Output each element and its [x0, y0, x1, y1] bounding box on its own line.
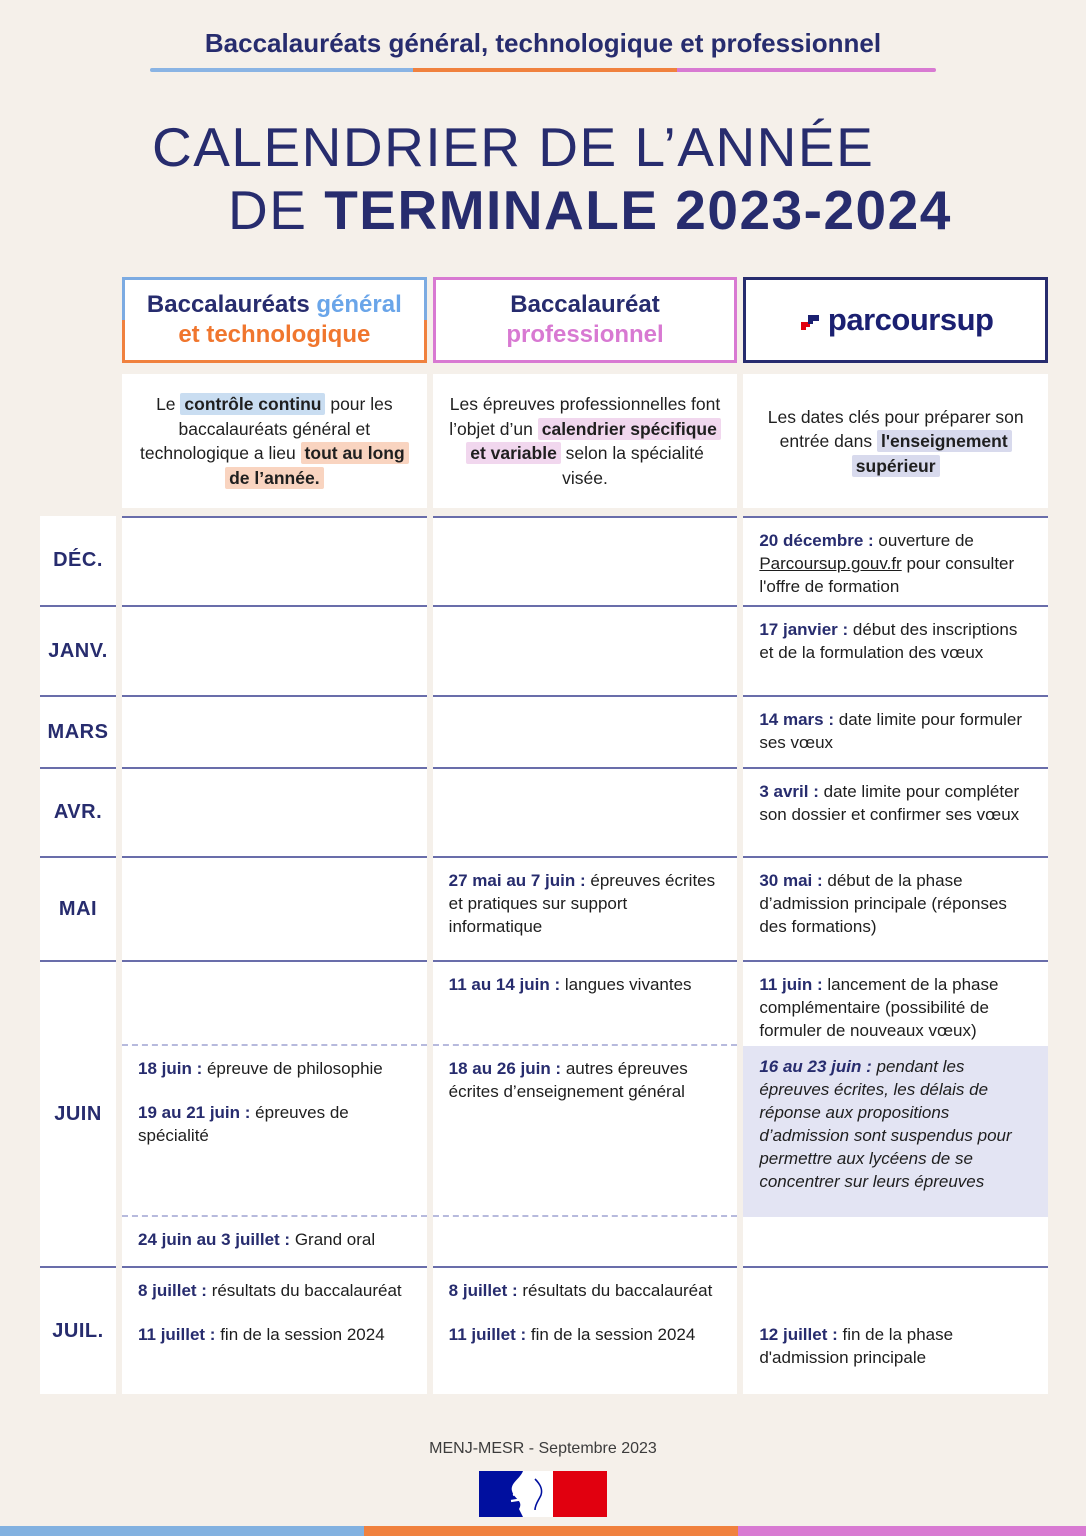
title-line2-bold: TERMINALE 2023-2024 — [324, 178, 952, 241]
event-juil-fin-admission — [743, 1268, 1048, 1370]
event-text: résultats du baccalauréat — [206, 1281, 402, 1301]
title-line1: CALENDRIER DE L’ANNÉE — [152, 116, 875, 178]
month-label-janv: JANV. — [40, 605, 116, 695]
intro-psup-p1: Les dates clés pour préparer son entrée dans — [767, 406, 1024, 452]
row-mai — [40, 856, 1048, 960]
event-text: épreuves écrites et pratiques sur support informatique — [448, 871, 716, 937]
bottom-tri-color-bar — [0, 1526, 1086, 1536]
cell-janv-pro-empty — [433, 605, 738, 695]
column-header-bac-general-techno — [122, 277, 427, 363]
header-bgt-line1 — [147, 290, 402, 320]
column-header-parcoursup — [743, 277, 1048, 363]
juin-bgt-sub3 — [122, 1217, 427, 1266]
juin-psup-sub1 — [743, 962, 1048, 1046]
event-text: fin de la session 2024 — [526, 1325, 696, 1345]
event-juin-specialite — [122, 1090, 427, 1148]
event-date: 12 juillet : — [759, 1325, 838, 1345]
month-label-avr: AVR. — [40, 767, 116, 856]
header-bgt-word2: général — [316, 291, 402, 319]
intro-psup-text — [753, 405, 1038, 479]
juin-psup-suspension-note — [743, 1046, 1048, 1217]
event-date: 8 juillet : — [448, 1281, 518, 1301]
event-dec-parcoursup — [743, 518, 1048, 599]
event-juin-langues — [433, 962, 738, 997]
marianne-flag-logo — [479, 1471, 607, 1517]
event-text: épreuve de philosophie — [202, 1059, 383, 1079]
event-mai-pro — [433, 858, 738, 939]
cell-mars-bgt-empty — [122, 695, 427, 767]
bottom-bar-pink-segment — [738, 1526, 1086, 1536]
row-janvier — [40, 605, 1048, 695]
cell-janv-parcoursup — [743, 605, 1048, 695]
intro-pro-p1: Les épreuves professionnelles font l’objet d’un — [449, 394, 721, 439]
juin-bgt-sub1-empty — [122, 962, 427, 1046]
header-bgt-word1: Baccalauréats — [146, 291, 317, 319]
row-decembre — [40, 516, 1048, 605]
month-label-dec: DÉC. — [40, 516, 116, 605]
intro-bgt-highlight1: contrôle continu — [180, 393, 325, 415]
divider-orange-segment — [413, 68, 676, 72]
juin-psup-sub3-empty — [743, 1217, 1048, 1266]
page-title — [152, 116, 1086, 241]
event-juin-phase-complementaire — [743, 962, 1048, 1043]
bottom-bar-blue-segment — [0, 1526, 364, 1536]
cell-avr-pro-empty — [433, 767, 738, 856]
cell-dec-parcoursup — [743, 516, 1048, 605]
header-bgt-line2: et technologique — [178, 321, 371, 349]
intro-bgt-p2: pour les baccalauréats général et technologique a lieu — [140, 394, 393, 464]
event-text: ouverture de — [873, 531, 974, 551]
juin-pro-sub3-empty — [433, 1217, 738, 1266]
label-column-spacer — [40, 277, 116, 363]
cell-juin-bgt — [122, 960, 427, 1266]
event-mars-parcoursup — [743, 697, 1048, 755]
event-juin-autres-epreuves — [433, 1046, 738, 1104]
intro-pro-p2: selon la spécialité visée. — [560, 443, 704, 488]
event-date: 18 juin : — [138, 1059, 203, 1079]
event-date: 30 mai : — [759, 871, 823, 891]
event-text: date limite pour formuler ses vœux — [759, 710, 1023, 753]
calendar-table — [40, 277, 1048, 1394]
cell-mars-parcoursup — [743, 695, 1048, 767]
cell-mai-bgt-empty — [122, 856, 427, 960]
intro-bac-professionnel — [433, 374, 738, 508]
row-mars — [40, 695, 1048, 767]
event-text: langues vivantes — [560, 975, 692, 995]
event-date: 11 juin : — [759, 975, 823, 995]
row-juin — [40, 960, 1048, 1266]
row-juillet — [40, 1266, 1048, 1394]
event-juil-fin-session-pro — [433, 1312, 738, 1347]
eyebrow-title: Baccalauréats général, technologique et professionnel — [204, 28, 882, 58]
cell-juin-pro — [433, 960, 738, 1266]
event-date: 17 janvier : — [759, 620, 849, 640]
cell-juil-parcoursup — [743, 1266, 1048, 1394]
intro-pro-highlight1: calendrier spécifique et variable — [466, 418, 721, 465]
juin-bgt-sub2 — [122, 1046, 427, 1217]
event-juin-philosophie — [122, 1046, 427, 1081]
intro-row — [40, 374, 1048, 508]
event-date: 20 décembre : — [759, 531, 874, 551]
divider-blue-segment — [150, 68, 413, 72]
column-header-bac-professionnel — [433, 277, 738, 363]
month-rows — [40, 516, 1048, 1394]
parcoursup-logo — [798, 301, 994, 340]
intro-bgt-p1: Le — [156, 394, 181, 415]
cell-avr-bgt-empty — [122, 767, 427, 856]
cell-mai-parcoursup — [743, 856, 1048, 960]
month-label-mai: MAI — [40, 856, 116, 960]
juin-pro-sub2 — [433, 1046, 738, 1217]
cell-juil-bgt — [122, 1266, 427, 1394]
header-pro-line2: professionnel — [506, 321, 664, 349]
bottom-bar-orange-segment — [364, 1526, 739, 1536]
intro-bgt-highlight2: tout au long de l’année. — [225, 442, 409, 489]
intro-bgt-text — [132, 392, 417, 490]
header-pro-line1: Baccalauréat — [510, 291, 660, 319]
event-text: fin de la phase d'admission principale — [759, 1325, 954, 1368]
intro-parcoursup — [743, 374, 1048, 508]
title-line2 — [152, 179, 1086, 242]
intro-psup-highlight1: l'enseignement supérieur — [852, 430, 1012, 477]
month-label-juil: JUIL. — [40, 1266, 116, 1394]
cell-mars-pro-empty — [433, 695, 738, 767]
event-date: 11 juillet : — [138, 1325, 216, 1345]
event-date: 3 avril : — [759, 782, 819, 802]
cell-dec-pro-empty — [433, 516, 738, 605]
title-line2-prefix: DE — [228, 178, 325, 241]
event-juil-resultats-bgt — [122, 1268, 427, 1303]
month-label-juin: JUIN — [40, 960, 116, 1266]
event-text: début des inscriptions et de la formulation des vœux — [759, 620, 1018, 663]
event-mai-parcoursup — [743, 858, 1048, 939]
cell-juin-parcoursup — [743, 960, 1048, 1266]
event-text: épreuves de spécialité — [138, 1103, 349, 1146]
event-text: fin de la session 2024 — [215, 1325, 385, 1345]
parcoursup-url-link[interactable]: Parcoursup.gouv.fr — [759, 554, 902, 574]
cell-avr-parcoursup — [743, 767, 1048, 856]
parcoursup-logo-text: parcoursup — [827, 302, 994, 337]
juin-pro-sub1 — [433, 962, 738, 1046]
parcoursup-arrow-icon — [798, 307, 826, 333]
cell-mai-pro — [433, 856, 738, 960]
event-text: pendant les épreuves écrites, les délais de réponse aux propositions d’admission sont suspendus pour permettre aux lycéens de se concentrer sur leurs épreuves — [759, 1057, 1012, 1192]
cell-juil-pro — [433, 1266, 738, 1394]
intro-bac-general-techno — [122, 374, 427, 508]
event-date: 14 mars : — [759, 710, 835, 730]
cell-dec-bgt-empty — [122, 516, 427, 605]
divider-pink-segment — [677, 68, 936, 72]
event-text: Grand oral — [290, 1230, 376, 1250]
event-text: lancement de la phase complémentaire (possibilité de formuler de nouveaux vœux) — [759, 975, 999, 1041]
intro-pro-text — [443, 392, 728, 490]
label-column-spacer — [40, 374, 116, 508]
column-header-row — [40, 277, 1048, 363]
event-text: début de la phase d’admission principale (réponses des formations) — [759, 871, 1007, 937]
tri-color-divider — [150, 68, 936, 72]
event-date: 11 juillet : — [448, 1325, 527, 1345]
event-avr-parcoursup — [743, 769, 1048, 827]
event-text: pour consulter l'offre de formation — [759, 554, 1015, 597]
event-janv-parcoursup — [743, 607, 1048, 665]
event-date: 27 mai au 7 juin : — [448, 871, 586, 891]
event-juin-suspension — [743, 1046, 1048, 1194]
event-juil-fin-session-bgt — [122, 1312, 427, 1347]
event-juin-grand-oral — [122, 1217, 427, 1252]
cell-janv-bgt-empty — [122, 605, 427, 695]
event-date: 16 au 23 juin : — [759, 1057, 872, 1077]
event-text: date limite pour compléter son dossier et confirmer ses vœux — [759, 782, 1020, 825]
event-juil-resultats-pro — [433, 1268, 738, 1303]
event-date: 8 juillet : — [138, 1281, 207, 1301]
event-date: 24 juin au 3 juillet : — [138, 1230, 291, 1250]
month-label-mars: MARS — [40, 695, 116, 767]
footer-credit: MENJ-MESR - Septembre 2023 — [429, 1440, 657, 1458]
event-text: autres épreuves écrites d’enseignement général — [448, 1059, 688, 1102]
event-text: résultats du baccalauréat — [517, 1281, 713, 1301]
event-date: 11 au 14 juin : — [448, 975, 561, 995]
row-avril — [40, 767, 1048, 856]
event-date: 19 au 21 juin : — [138, 1103, 251, 1123]
event-date: 18 au 26 juin : — [448, 1059, 562, 1079]
